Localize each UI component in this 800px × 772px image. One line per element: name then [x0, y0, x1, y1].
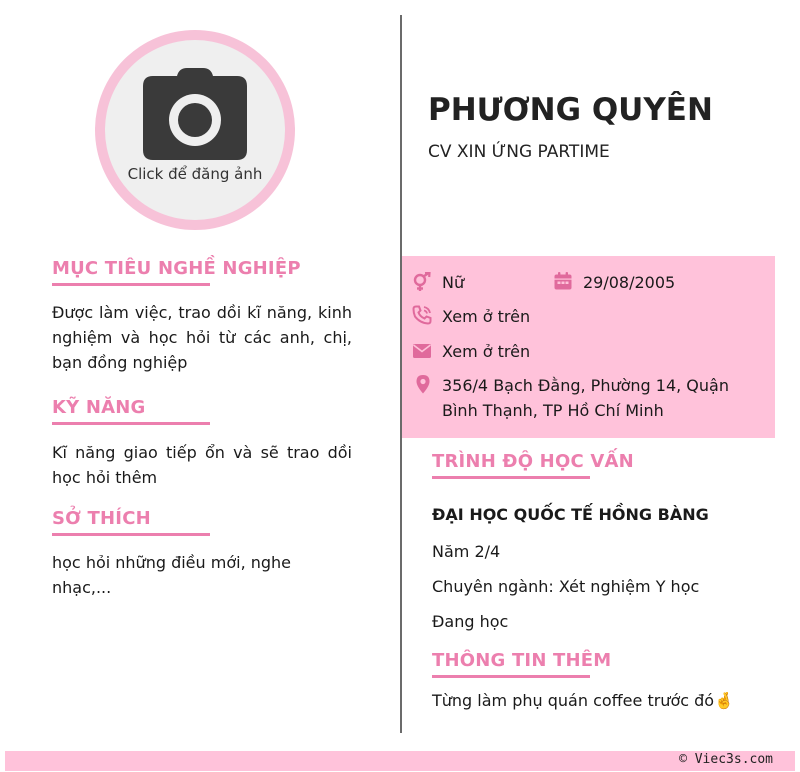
calendar-icon [553, 271, 573, 291]
gender-value: Nữ [442, 273, 465, 292]
hobbies-title: SỞ THÍCH [52, 508, 151, 529]
profile-subtitle: CV XIN ỨNG PARTIME [428, 142, 610, 162]
skills-title: KỸ NĂNG [52, 397, 146, 418]
location-icon [413, 374, 433, 394]
extra-underline [432, 675, 590, 678]
profile-name: PHƯƠNG QUYÊN [428, 92, 713, 128]
skills-underline [52, 422, 210, 425]
extra-text: Từng làm phụ quán coffee trước đó🤞 [432, 691, 734, 710]
hobbies-underline [52, 533, 210, 536]
gender-icon [412, 272, 432, 292]
objective-underline [52, 283, 210, 286]
objective-text: Được làm việc, trao dồi kĩ năng, kinh nghiệm và học hỏi từ các anh, chị, bạn đồng nghiệp [52, 303, 352, 372]
extra-title: THÔNG TIN THÊM [432, 650, 612, 671]
birthday-value: 29/08/2005 [583, 273, 676, 292]
email-icon [412, 341, 432, 361]
skills-text: Kĩ năng giao tiếp ổn và sẽ trao dồi học hỏi thêm [52, 443, 352, 487]
camera-icon [141, 66, 249, 160]
objective-title: MỤC TIÊU NGHỀ NGHIỆP [52, 258, 301, 279]
address-line-1: 356/4 Bạch Đằng, Phường 14, Quận [442, 376, 729, 395]
footer-bar [5, 751, 795, 771]
education-underline [432, 476, 590, 479]
photo-caption[interactable]: Click để đăng ảnh [127, 165, 263, 183]
email-value: Xem ở trên [442, 342, 531, 361]
footer-copyright[interactable]: © Viec3s.com [679, 752, 773, 767]
education-status: Đang học [432, 612, 509, 631]
phone-value: Xem ở trên [442, 307, 531, 326]
education-major: Chuyên ngành: Xét nghiệm Y học [432, 577, 700, 596]
address-line-2: Bình Thạnh, TP Hồ Chí Minh [442, 401, 664, 420]
education-year: Năm 2/4 [432, 542, 501, 561]
education-title: TRÌNH ĐỘ HỌC VẤN [432, 451, 634, 472]
school-name: ĐẠI HỌC QUỐC TẾ HỒNG BÀNG [432, 505, 709, 524]
phone-icon [412, 305, 432, 325]
hobbies-text: học hỏi những điều mới, nghe nhạc,... [52, 553, 292, 597]
